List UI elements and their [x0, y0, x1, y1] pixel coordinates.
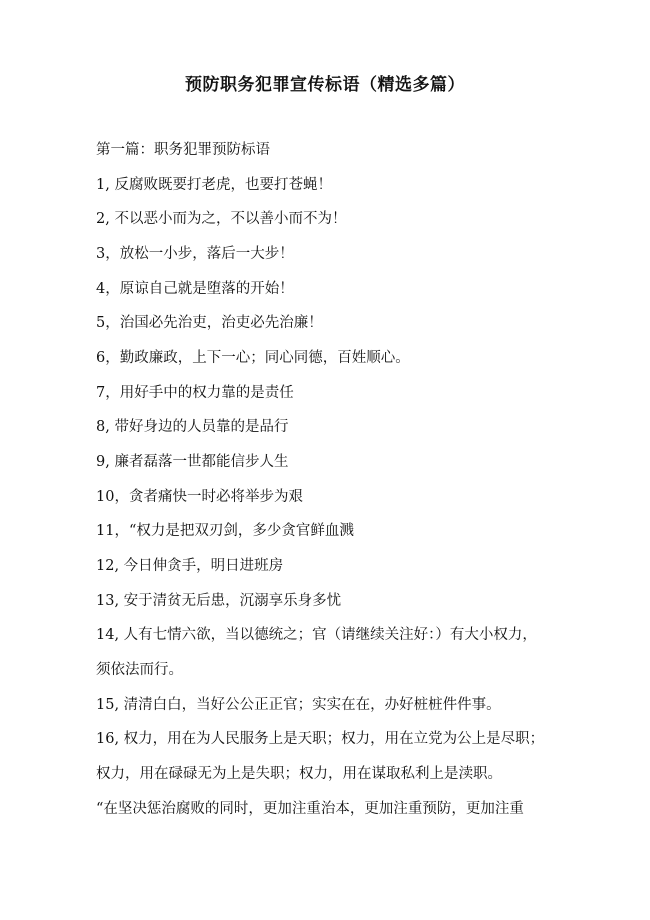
slogan-line: 11，“权力是把双刃剑，多少贪官鲜血溅 [96, 523, 354, 539]
slogan-line: 10，贪者痛快一时必将举步为艰 [96, 489, 303, 505]
slogan-line-continuation: 权力，用在碌碌无为上是失职；权力，用在谋取私利上是渎职。 [96, 766, 502, 782]
document-title: 预防职务犯罪宣传标语（精选多篇） [185, 75, 465, 95]
slogan-line-continuation: 须依法而行。 [96, 662, 183, 678]
section-heading: 第一篇：职务犯罪预防标语 [96, 142, 270, 158]
slogan-line: 14, 人有七情六欲，当以德统之；官（请继续关注好：）有大小权力， [96, 627, 537, 643]
slogan-line: 1, 反腐败既要打老虎，也要打苍蝇！ [96, 177, 332, 193]
slogan-line: 8, 带好身边的人员靠的是品行 [96, 419, 289, 435]
slogan-line: 9, 廉者磊落一世都能信步人生 [96, 454, 289, 470]
paragraph-line: “在坚决惩治腐败的同时，更加注重治本，更加注重预防，更加注重 [96, 801, 524, 817]
slogan-line: 16, 权力，用在为人民服务上是天职；权力，用在立党为公上是尽职； [96, 731, 545, 747]
slogan-line: 13, 安于清贫无后患，沉溺享乐身多忧 [96, 593, 342, 609]
slogan-line: 2, 不以恶小而为之，不以善小而不为！ [96, 211, 347, 227]
slogan-line: 3，放松一小步，落后一大步！ [96, 246, 294, 262]
slogan-line: 5，治国必先治吏，治吏必先治廉！ [96, 315, 323, 331]
slogan-line: 15, 清清白白，当好公公正正官；实实在在，办好桩桩件件事。 [96, 697, 501, 713]
slogan-line: 6，勤政廉政，上下一心；同心同德，百姓顺心。 [96, 350, 410, 366]
slogan-line: 7，用好手中的权力靠的是责任 [96, 385, 294, 401]
slogan-line: 12, 今日伸贪手，明日进班房 [96, 558, 284, 574]
slogan-line: 4，原谅自己就是堕落的开始！ [96, 281, 294, 297]
